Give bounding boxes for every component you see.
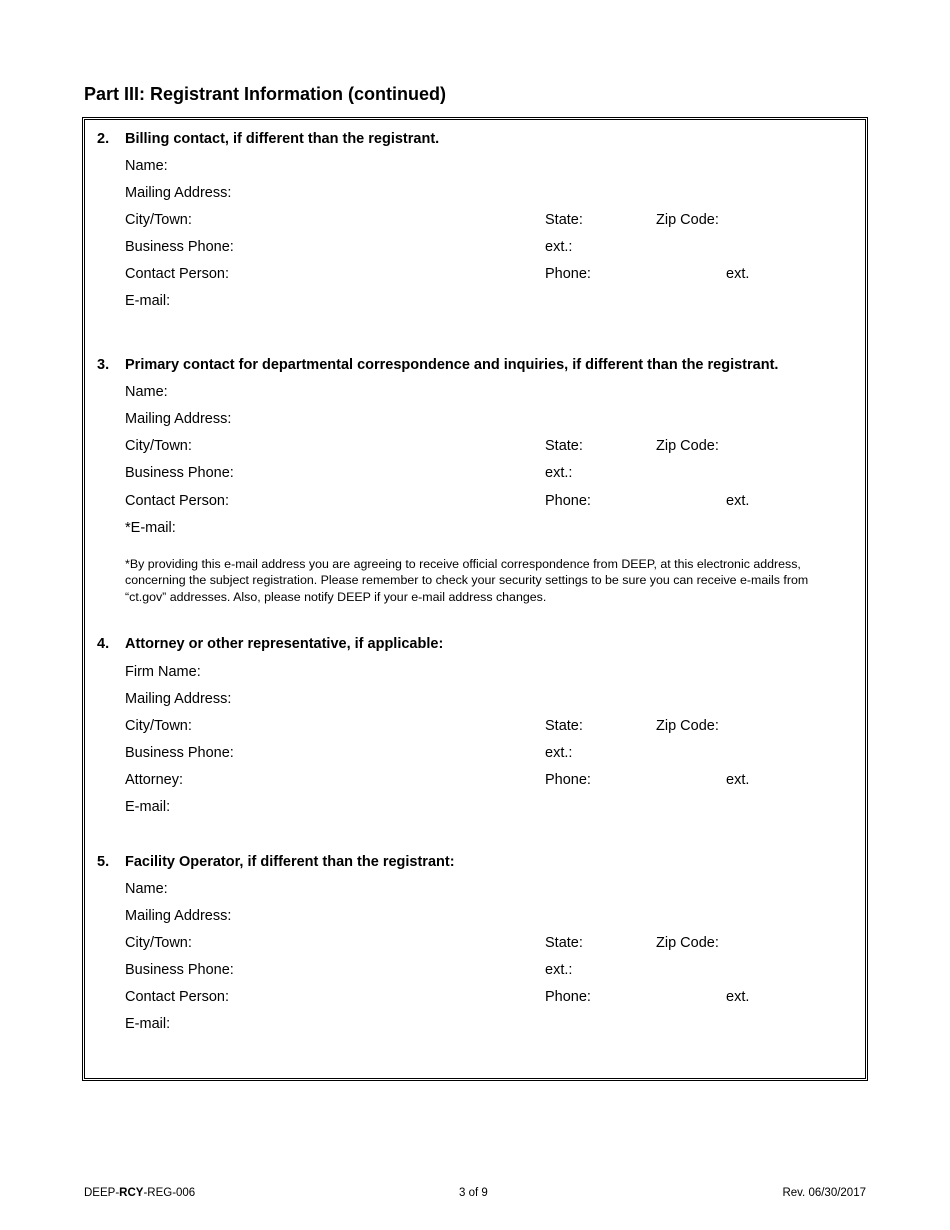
phone-label: Phone: <box>545 493 591 509</box>
section-number: 3. <box>97 357 110 373</box>
state-label: State: <box>545 212 583 228</box>
ext-label: ext.: <box>545 239 573 255</box>
section-title: Facility Operator, if different than the registrant: <box>125 854 455 870</box>
mailing-address-label: Mailing Address: <box>125 185 232 201</box>
ext-label: ext.: <box>545 745 573 761</box>
phone-label: Phone: <box>545 772 591 788</box>
city-label: City/Town: <box>125 718 192 734</box>
email-label: E-mail: <box>125 1016 171 1032</box>
business-phone-label: Business Phone: <box>125 465 234 481</box>
phone-ext-label: ext. <box>726 989 750 1005</box>
form-code-suffix: -REG-006 <box>143 1187 196 1199</box>
name-label: Name: <box>125 881 168 897</box>
city-label: City/Town: <box>125 212 192 228</box>
firm-name-label: Firm Name: <box>125 664 201 680</box>
phone-label: Phone: <box>545 989 591 1005</box>
section-title: Primary contact for departmental correspondence and inquiries, if different than the registrant. <box>125 357 779 373</box>
phone-label: Phone: <box>545 266 591 282</box>
ext-label: ext.: <box>545 962 573 978</box>
form-code-bold: RCY <box>119 1187 144 1199</box>
mailing-address-label: Mailing Address: <box>125 411 232 427</box>
phone-ext-label: ext. <box>726 772 750 788</box>
revision-date: Rev. 06/30/2017 <box>782 1187 866 1199</box>
form-code-prefix: DEEP- <box>84 1187 120 1199</box>
section-number: 2. <box>97 131 110 147</box>
section-title: Billing contact, if different than the registrant. <box>125 131 440 147</box>
phone-ext-label: ext. <box>726 493 750 509</box>
attorney-label: Attorney: <box>125 772 184 788</box>
zip-label: Zip Code: <box>656 212 719 228</box>
email-label: E-mail: <box>125 799 171 815</box>
business-phone-label: Business Phone: <box>125 239 234 255</box>
contact-person-label: Contact Person: <box>125 493 229 509</box>
email-consent-note: *By providing this e-mail address you are agreeing to receive official correspondence from DEEP, at this electronic address, concerning the subject registration. Please remember to check your security settings to be sure you can receive e-mails from “ct.gov” addresses. Also, please notify DEEP if your e-mail address changes. <box>125 557 809 604</box>
name-label: Name: <box>125 384 168 400</box>
email-label: E-mail: <box>125 293 171 309</box>
business-phone-label: Business Phone: <box>125 962 234 978</box>
business-phone-label: Business Phone: <box>125 745 234 761</box>
name-label: Name: <box>125 158 168 174</box>
ext-label: ext.: <box>545 465 573 481</box>
part-title: Part III: Registrant Information (continued) <box>84 84 447 104</box>
section-number: 5. <box>97 854 110 870</box>
zip-label: Zip Code: <box>656 438 719 454</box>
city-label: City/Town: <box>125 438 192 454</box>
section-title: Attorney or other representative, if applicable: <box>125 636 444 652</box>
section-number: 4. <box>97 636 110 652</box>
form-code <box>84 1187 195 1199</box>
city-label: City/Town: <box>125 935 192 951</box>
mailing-address-label: Mailing Address: <box>125 908 232 924</box>
contact-person-label: Contact Person: <box>125 266 229 282</box>
state-label: State: <box>545 438 583 454</box>
state-label: State: <box>545 935 583 951</box>
zip-label: Zip Code: <box>656 935 719 951</box>
zip-label: Zip Code: <box>656 718 719 734</box>
state-label: State: <box>545 718 583 734</box>
mailing-address-label: Mailing Address: <box>125 691 232 707</box>
page-number: 3 of 9 <box>459 1187 488 1199</box>
phone-ext-label: ext. <box>726 266 750 282</box>
email-label: *E-mail: <box>125 520 176 536</box>
contact-person-label: Contact Person: <box>125 989 229 1005</box>
